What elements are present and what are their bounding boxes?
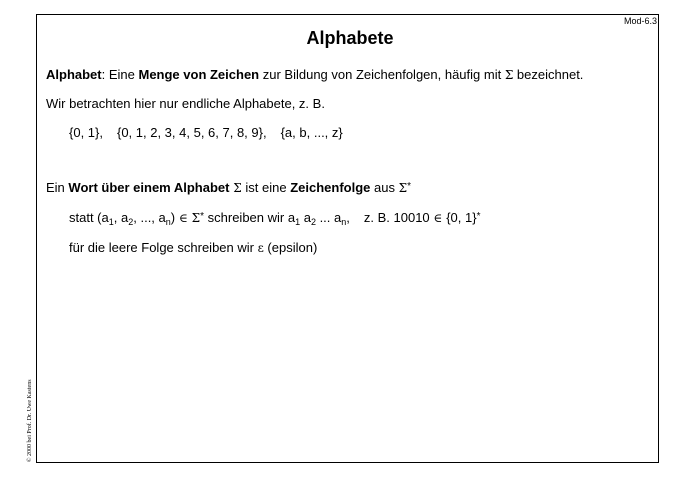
- definition-word: [46, 180, 411, 195]
- set-binary: {0, 1},: [69, 125, 103, 140]
- example-text: z. B. 10010: [363, 210, 430, 225]
- term-alphabet: Alphabet: [46, 67, 102, 82]
- term-menge: Menge von Zeichen: [138, 67, 260, 82]
- subscript: n: [341, 217, 347, 227]
- example-sets: [69, 125, 343, 140]
- page-title: Alphabete: [306, 28, 394, 48]
- text: aus: [370, 180, 399, 195]
- text: für die leere Folge schreiben wir: [69, 240, 258, 255]
- text: statt (a: [69, 210, 109, 225]
- text: ... a: [315, 210, 342, 225]
- subscript: 2: [128, 217, 134, 227]
- text: Ein: [46, 180, 69, 195]
- text: , ..., a: [133, 210, 166, 225]
- set-binary: {0, 1}: [446, 210, 477, 225]
- element-of-symbol: ∈: [429, 211, 447, 225]
- subscript: 2: [310, 217, 316, 227]
- intro-line: Wir betrachten hier nur endliche Alphabete, z. B.: [46, 96, 325, 111]
- kleene-star: *: [476, 211, 481, 222]
- subscript: 1: [295, 217, 301, 227]
- set-letters: {a, b, ..., z}: [280, 125, 343, 140]
- text: ): [170, 210, 176, 225]
- term-zeichenfolge: Zeichenfolge: [290, 180, 371, 195]
- sigma-symbol: Σ: [504, 68, 514, 82]
- text: a: [300, 210, 311, 225]
- text: : Eine: [101, 67, 139, 82]
- text: schreiben wir a: [204, 210, 296, 225]
- text: ,: [346, 210, 350, 225]
- sigma-symbol: Σ: [229, 181, 242, 195]
- text: ist eine: [241, 180, 291, 195]
- term-wort: Wort über einem Alphabet: [68, 180, 230, 195]
- definition-alphabet: [46, 67, 583, 82]
- subscript: 1: [108, 217, 114, 227]
- text: bezeichnet.: [513, 67, 584, 82]
- epsilon-symbol: ε: [257, 241, 264, 255]
- empty-word-line: [69, 240, 317, 255]
- element-of-symbol: ∈: [175, 211, 192, 225]
- kleene-star: *: [200, 211, 205, 222]
- subscript: n: [165, 217, 171, 227]
- copyright-note: © 2000 bei Prof. Dr. Uwe Kastens: [27, 379, 33, 462]
- notation-line: [69, 210, 480, 227]
- text: zur Bildung von Zeichenfolgen, häufig mit: [259, 67, 505, 82]
- set-decimal: {0, 1, 2, 3, 4, 5, 6, 7, 8, 9},: [116, 125, 267, 140]
- text: , a: [113, 210, 129, 225]
- text: (epsilon): [263, 240, 318, 255]
- sigma-symbol: Σ: [191, 211, 201, 225]
- kleene-star: *: [407, 181, 411, 192]
- sigma-symbol: Σ: [398, 181, 408, 195]
- slide-id: Mod-6.3: [623, 16, 657, 26]
